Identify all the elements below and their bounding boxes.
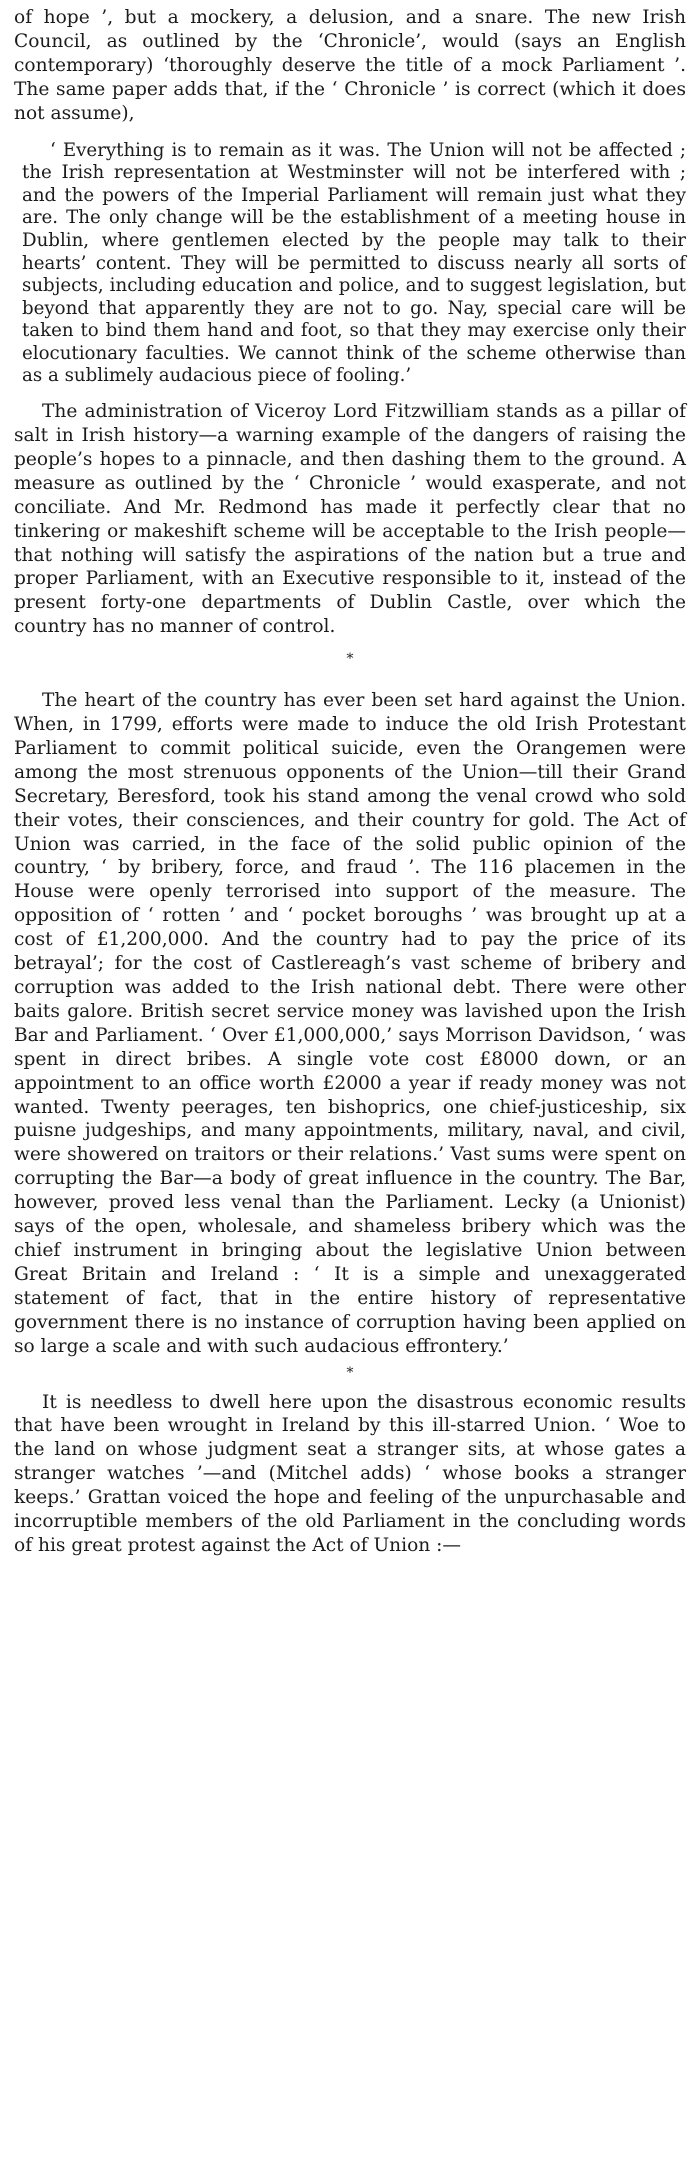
block-quote: ‘ Everything is to remain as it was. The Union will not be affected ; the Irish representation at Westminster will not be interfered with ; and the powers of the Imperial Parliament will remain just what they are. The only change will be the establishment of a meeting house in Dublin, where gentlemen elected by the people may talk to their hearts’ content. They will be permitted to discuss nearly all sorts of subjects, including education and police, and to suggest legislation, but beyond that apparently they are not to go. Nay, special care will be taken to bind them hand and foot, so that they may exercise only their elocutionary faculties. We cannot think of the scheme otherwise than as a sublimely audacious piece of fooling.’ xyxy=(22,139,686,387)
paragraph-opening: of hope ’, but a mockery, a delusion, and a snare. The new Irish Council, as outlined by the ‘Chronicle’, would (says an English contemporary) ‘thoroughly deserve the title of a mock Parliament ’. The same paper adds that, if the ‘ Chronicle ’ is correct (which it does not assume), xyxy=(14,7,686,124)
section-separator: * xyxy=(346,651,354,668)
paragraph-economic-results: It is needless to dwell here upon the disastrous economic results that have been wrought in Ireland by this ill-starred Union. ‘ Woe to the land on whose judgment seat a stranger sits, at whose gates a stranger watches ’—and (Mitchel adds) ‘ whose books a stranger keeps.’ Grattan voiced the hope and feeling of the unpurchasable and incorruptible members of the old Parliament in the concluding words of his great protest against the Act of Union :— xyxy=(14,1391,686,1556)
paragraph-fitzwilliam: The administration of Viceroy Lord Fitzwilliam stands as a pillar of salt in Irish history—a warning example of the dangers of raising the people’s hopes to a pinnacle, and then dashing them to the ground. A measure as outlined by the ‘ Chronicle ’ would exasperate, and not conciliate. And Mr. Redmond has made it perfectly clear that no tinkering or makeshift scheme will be acceptable to the Irish people—that nothing will satisfy the aspirations of the nation but a true and proper Parliament, with an Executive responsible to it, instead of the present forty-one departments of Dublin Castle, over which the country has no manner of control. xyxy=(14,401,686,638)
section-separator: * xyxy=(346,1364,354,1381)
paragraph-union-history: The heart of the country has ever been set hard against the Union. When, in 1799, efforts were made to induce the old Irish Protestant Parliament to commit political suicide, even the Orangemen were among the most strenuous opponents of the Union—till their Grand Secretary, Beresford, took his stand among the venal crowd who sold their votes, their consciences, and their country for gold. The Act of Union was carried, in the face of the solid public opinion of the country, ‘ by bribery, force, and fraud ’. The 116 placemen in the House were openly terrorised into support of the measure. The opposition of ‘ rotten ’ and ‘ pocket boroughs ’ was brought up at a cost of £1,200,000. And the country had to pay the price of its betrayal’; for the cost of Castlereagh’s vast scheme of bribery and corruption was added to the Irish national debt. There were other baits galore. British secret service money was lavished upon the Irish Bar and Parliament. ‘ Over £1,000,000,’ says Morrison Davidson, ‘ was spent in direct bribes. A single vote cost £8000 down, or an appointment to an office worth £2000 a year if ready money was not wanted. Twenty peerages, ten bishoprics, one chief-justiceship, six puisne judgeships, and many appointments, military, naval, and civil, were showered on traitors or their relations.’ Vast sums were spent on corrupting the Bar—a body of great influence in the country. The Bar, however, proved less venal than the Parliament. Lecky (a Unionist) says of the open, wholesale, and shameless bribery which was the chief instrument in bringing about the legislative Union between Great Britain and Ireland : ‘ It is a simple and unexaggerated statement of fact, that in the entire history of representative government there is no instance of corruption having been applied on so large a scale and with such audacious effrontery.’ xyxy=(14,690,686,1357)
